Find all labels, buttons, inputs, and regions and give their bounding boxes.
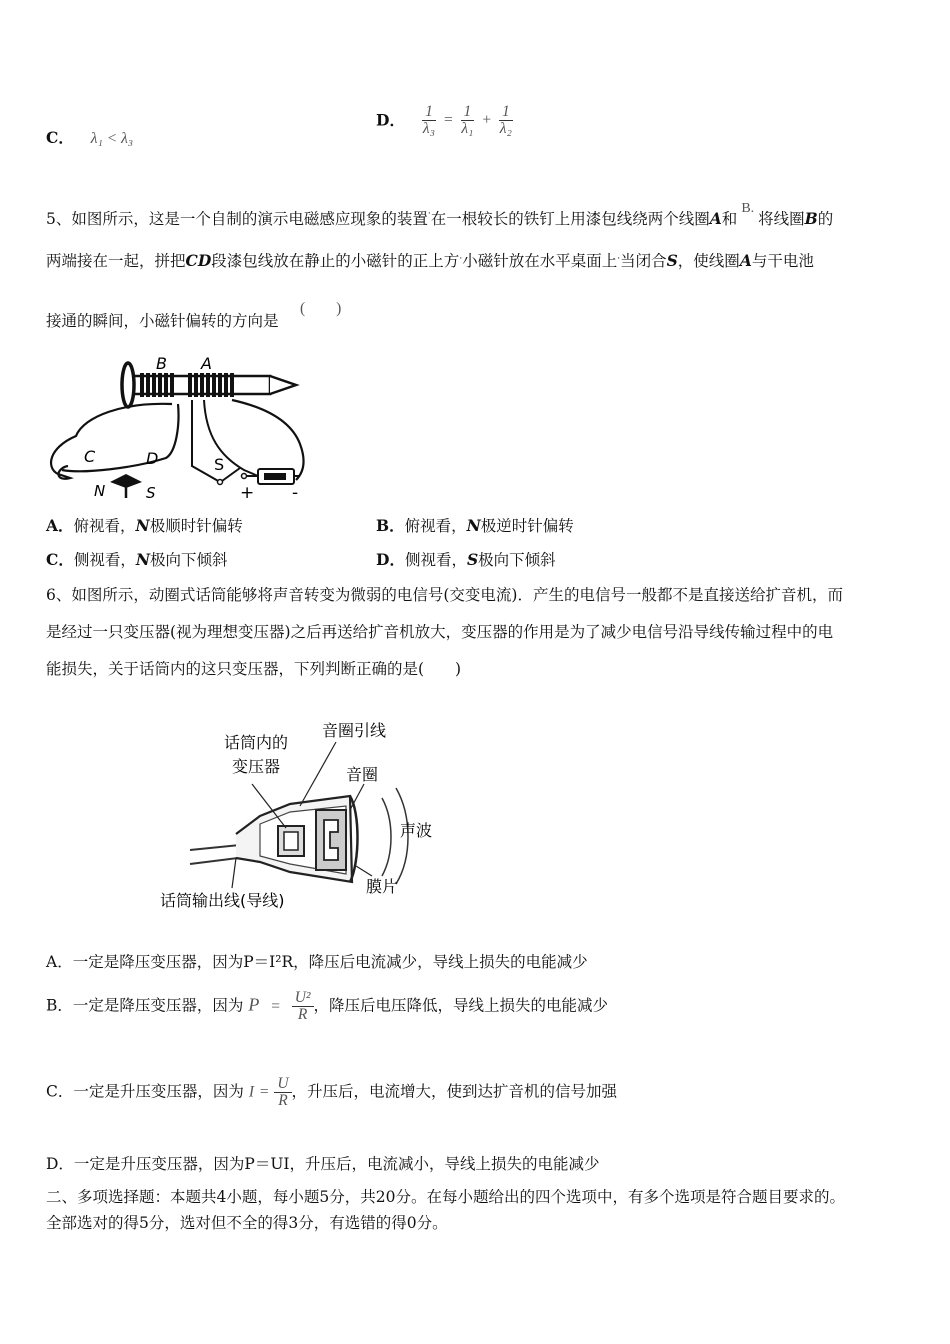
text: ，升压后，电流增大，使到达扩音机的信号加强 [291,1082,618,1101]
text: 两端接在一起，拼把 [46,252,186,270]
q4-option-c [46,128,133,149]
label-transformer-2: 变压器 [232,757,281,776]
fraction [497,104,515,137]
label-membrane: 膜片 [366,877,399,896]
math-expression: λ₁ < λ₃ [90,130,134,147]
text: ，降压后电压降低，导线上损失的电能减少 [313,996,609,1015]
q5-answer-paren [300,298,341,319]
answer-paren: ( ) [300,300,342,317]
coil-a-label: A [739,251,752,270]
text: 当闭合 [620,252,667,270]
switch-blade [222,468,240,481]
label-switch-s: S [214,455,225,474]
fraction [420,104,438,137]
text: 段漆包线放在静止的小磁针的正上方 [211,252,460,270]
math-symbol: I [248,1083,254,1101]
q5-option-a [46,516,243,536]
q6-line-2: 是经过一只变压器(视为理想变压器)之后再送给扩音机放大，变压器的作用是为了减少电信号沿导线传输过程中的电 [46,623,834,641]
text: 极向下倾斜 [150,551,228,569]
circuit-wire [204,400,258,476]
text: 在一根较长的铁钉上用漆包线绕两个线圈 [430,210,710,228]
text: 侧视看， [73,551,136,569]
text: 侧视看， [404,551,467,569]
equals-sign: = [442,111,454,129]
text: 的 [817,210,834,228]
text: 小磁针放在水平桌面上 [462,252,618,270]
fraction [274,1076,291,1109]
coil-b-label: B [804,209,818,228]
numerator: 1 [422,104,436,121]
numerator: U [274,1076,291,1093]
battery-fill [264,473,286,480]
label-point-c: C [84,447,96,466]
pole-n: N [135,516,150,535]
section-2-instructions: 全部选对的得5分，选对但不全的得3分，有选错的得0分。 [46,1214,448,1232]
label-coil: 音圈 [346,765,379,784]
q5-option-b [376,516,574,536]
dot: · [459,254,463,264]
denominator: λ₃ [422,120,435,137]
leader-line [356,866,372,876]
text: 接通的瞬间，小磁针偏转的方向是 [46,312,279,330]
q6-option-a: A．一定是降压变压器，因为P＝I²R，降压后电流减少，导线上损失的电能减少 [46,953,588,971]
leader-line [350,784,364,810]
q6-microphone-figure [160,712,450,916]
q6-option-d: D．一定是升压变压器，因为P＝UI，升压后，电流减小，导线上损失的电能减少 [46,1155,600,1173]
label-north: N [94,482,106,500]
q5-option-d [376,550,556,570]
text: B．一定是降压变压器，因为 [46,996,244,1015]
leader-line [300,742,336,806]
label-coil-lead: 音圈引线 [322,721,387,740]
label-coil-a: A [201,356,212,373]
text: C．一定是升压变压器，因为 [46,1082,244,1101]
pole-s: S [466,550,479,569]
q6-line-1: 6、如图所示，动圈式话筒能够将声音转变为微弱的电信号(交变电流)．产生的电信号一般都不是直接送给扩音机，而 [46,586,843,604]
text: 5、如图所示，这是一个自制的演示电磁感应现象的装置 [46,210,428,228]
option-label: D． [376,110,405,130]
leader-line [232,858,236,888]
circuit-wire [62,404,179,471]
label-sound-wave: 声波 [400,821,433,840]
q5-option-c [46,550,228,570]
pole-n: N [466,516,481,535]
magnet [316,810,346,870]
coil-b-superscript: B. [741,201,755,216]
text: 将线圈 [758,210,805,228]
math-symbol: P [248,994,260,1015]
coil-a-label: A [709,209,722,228]
text: 和 [721,210,738,228]
option-label: A． [46,516,74,535]
q6-option-c [46,1076,617,1109]
label-point-d: D [146,449,159,468]
fraction [292,990,314,1023]
label-coil-b: B [156,356,167,373]
text: 极逆时针偏转 [480,517,574,535]
label-south: S [146,484,156,502]
q6-option-b [46,990,608,1023]
option-label: C． [46,550,74,569]
text: 俯视看， [73,517,136,535]
fraction [458,104,476,137]
numerator: U² [292,990,314,1007]
pole-n: N [135,550,151,569]
q4-option-d [376,104,515,137]
equals-sign: = [258,1083,270,1101]
text: 极顺时针偏转 [149,517,243,535]
segment-cd-label: CD [185,251,212,270]
q5-line-1 [46,199,833,229]
transformer-core [284,832,298,850]
plus-sign: + [481,111,492,129]
equals-sign: = [270,997,281,1015]
section-2-heading: 二、多项选择题：本题共4小题，每小题5分，共20分。在每小题给出的四个选项中，有多个选项是符合题目要求的。 [46,1188,845,1206]
denominator: λ₁ [461,120,474,137]
numerator: 1 [461,104,475,121]
text: ，使线圈 [677,252,740,270]
denominator: λ₂ [499,120,512,137]
label-minus: - [292,483,299,503]
q5-line-2 [46,249,814,271]
dot: · [427,209,431,219]
q6-line-3: 能损失，关于话筒内的这只变压器，下列判断正确的是( ) [46,660,462,678]
denominator: R [297,1006,308,1023]
label-output-wire: 话筒输出线(导线) [160,891,285,910]
option-label: D． [376,550,405,569]
label-transformer-1: 话筒内的 [224,733,289,752]
q5-circuit-figure [44,356,306,504]
dot: · [617,254,621,264]
q5-line-3 [46,311,279,331]
option-label: C． [46,128,74,147]
label-plus: + [240,483,255,503]
sound-wave [382,798,391,876]
switch-contact [242,474,247,479]
numerator: 1 [499,104,513,121]
nail-head [122,363,134,407]
option-label: B． [376,516,405,535]
denominator: R [278,1092,288,1109]
nail-tip [270,376,296,394]
text: 极向下倾斜 [478,551,556,569]
text: 与干电池 [751,252,814,270]
switch-s-label: S [666,251,678,270]
text: 俯视看， [404,517,467,535]
